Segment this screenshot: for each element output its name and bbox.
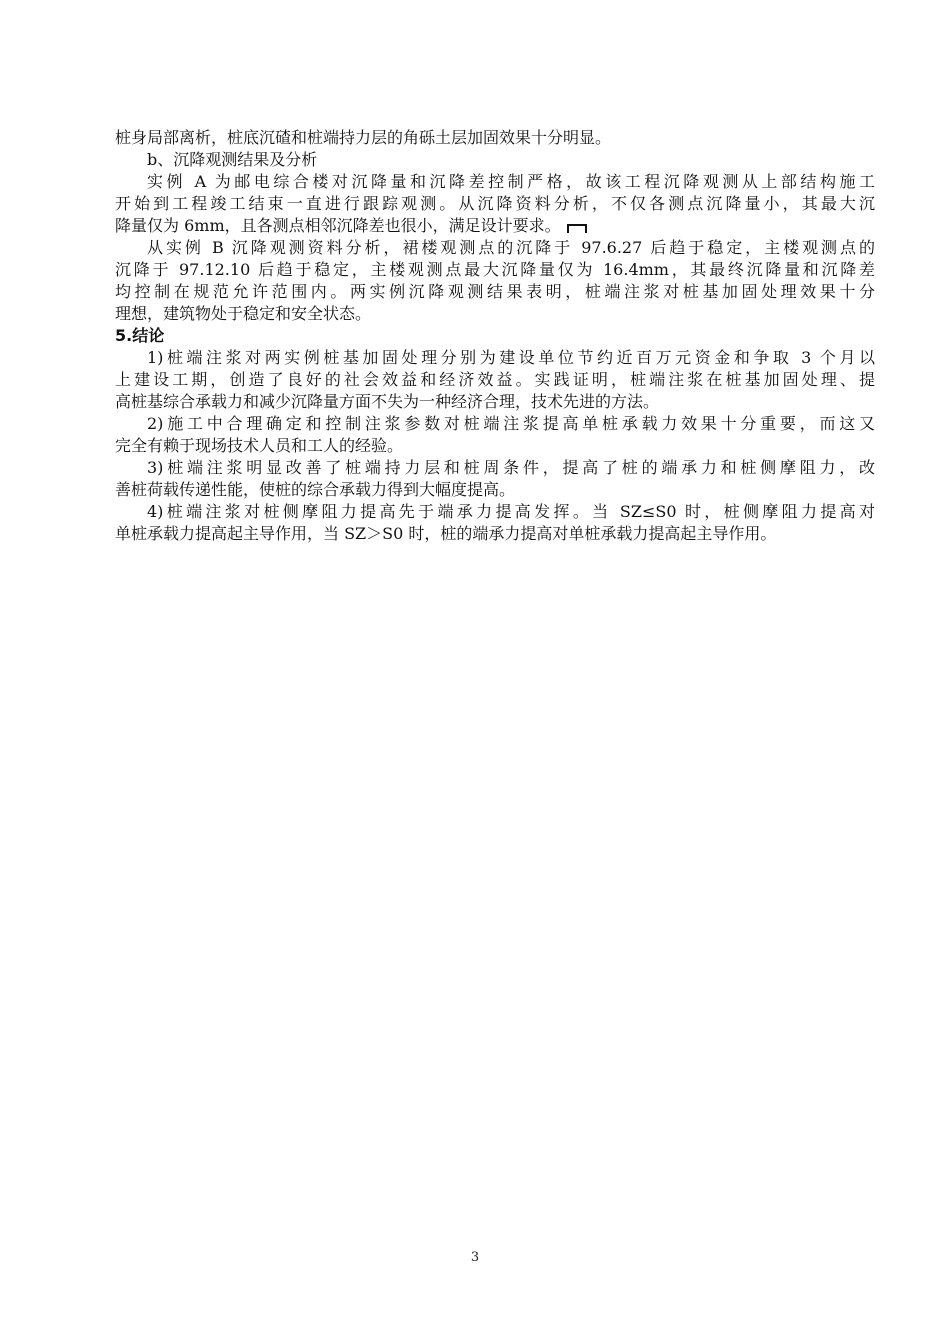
text-line: 单桩承载力提高起主导作用，当 SZ＞S0 时，桩的端承力提高对单桩承载力提高起主导作用。 bbox=[115, 524, 777, 543]
text-line: 1)桩端注浆对两实例桩基加固处理分别为建设单位节约近百万元资金和争取 3 个月以 bbox=[147, 348, 875, 367]
edit-mark-icon bbox=[567, 224, 587, 233]
section-heading-conclusion: 5.结论 bbox=[115, 326, 165, 345]
text-line: 善桩荷载传递性能，使桩的综合承载力得到大幅度提高。 bbox=[115, 480, 516, 499]
text-line-content: 降量仅为 6mm，且各测点相邻沉降差也很小，满足设计要求。 bbox=[115, 216, 561, 235]
paragraph-example-a bbox=[115, 171, 875, 237]
conclusion-item-4 bbox=[115, 501, 875, 545]
text-line bbox=[115, 215, 875, 237]
text-line: 从实例 B 沉降观测资料分析，裙楼观测点的沉降于 97.6.27 后趋于稳定，主楼观测点的 bbox=[147, 238, 875, 257]
paragraph-example-b bbox=[115, 237, 875, 325]
text-line: 2)施工中合理确定和控制注浆参数对桩端注浆提高单桩承载力效果十分重要，而这又 bbox=[147, 414, 875, 433]
paragraph-continued bbox=[115, 127, 875, 149]
text-line: 均控制在规范允许范围内。两实例沉降观测结果表明，桩端注浆对桩基加固处理效果十分 bbox=[115, 282, 875, 301]
text-line: 开始到工程竣工结束一直进行跟踪观测。从沉降资料分析，不仅各测点沉降量小，其最大沉 bbox=[115, 194, 875, 213]
text-line: 桩身局部离析，桩底沉碴和桩端持力层的角砾土层加固效果十分明显。 bbox=[115, 128, 612, 147]
text-line: 高桩基综合承载力和减少沉降量方面不失为一种经济合理，技术先进的方法。 bbox=[115, 392, 660, 411]
text-line: 3)桩端注浆明显改善了桩端持力层和桩周条件，提高了桩的端承力和桩侧摩阻力，改 bbox=[147, 458, 875, 477]
text-line: 4)桩端注浆对桩侧摩阻力提高先于端承力提高发挥。当 SZ≤S0 时，桩侧摩阻力提高对 bbox=[147, 502, 875, 521]
page-number: 3 bbox=[470, 1250, 480, 1265]
conclusion-item-1 bbox=[115, 347, 875, 413]
text-line: 沉降于 97.12.10 后趋于稳定，主楼观测点最大沉降量仅为 16.4mm，其最终沉降量和沉降差 bbox=[115, 260, 875, 279]
subsection-heading-b: b、沉降观测结果及分析 bbox=[147, 150, 318, 169]
text-line: 上建设工期，创造了良好的社会效益和经济效益。实践证明，桩端注浆在桩基加固处理、提 bbox=[115, 370, 875, 389]
text-line: 完全有赖于现场技术人员和工人的经验。 bbox=[115, 436, 404, 455]
text-line: 实例 A 为邮电综合楼对沉降量和沉降差控制严格，故该工程沉降观测从上部结构施工 bbox=[147, 172, 875, 191]
text-line: 理想，建筑物处于稳定和安全状态。 bbox=[115, 304, 372, 323]
conclusion-item-2 bbox=[115, 413, 875, 457]
conclusion-item-3 bbox=[115, 457, 875, 501]
document-body bbox=[115, 127, 875, 545]
